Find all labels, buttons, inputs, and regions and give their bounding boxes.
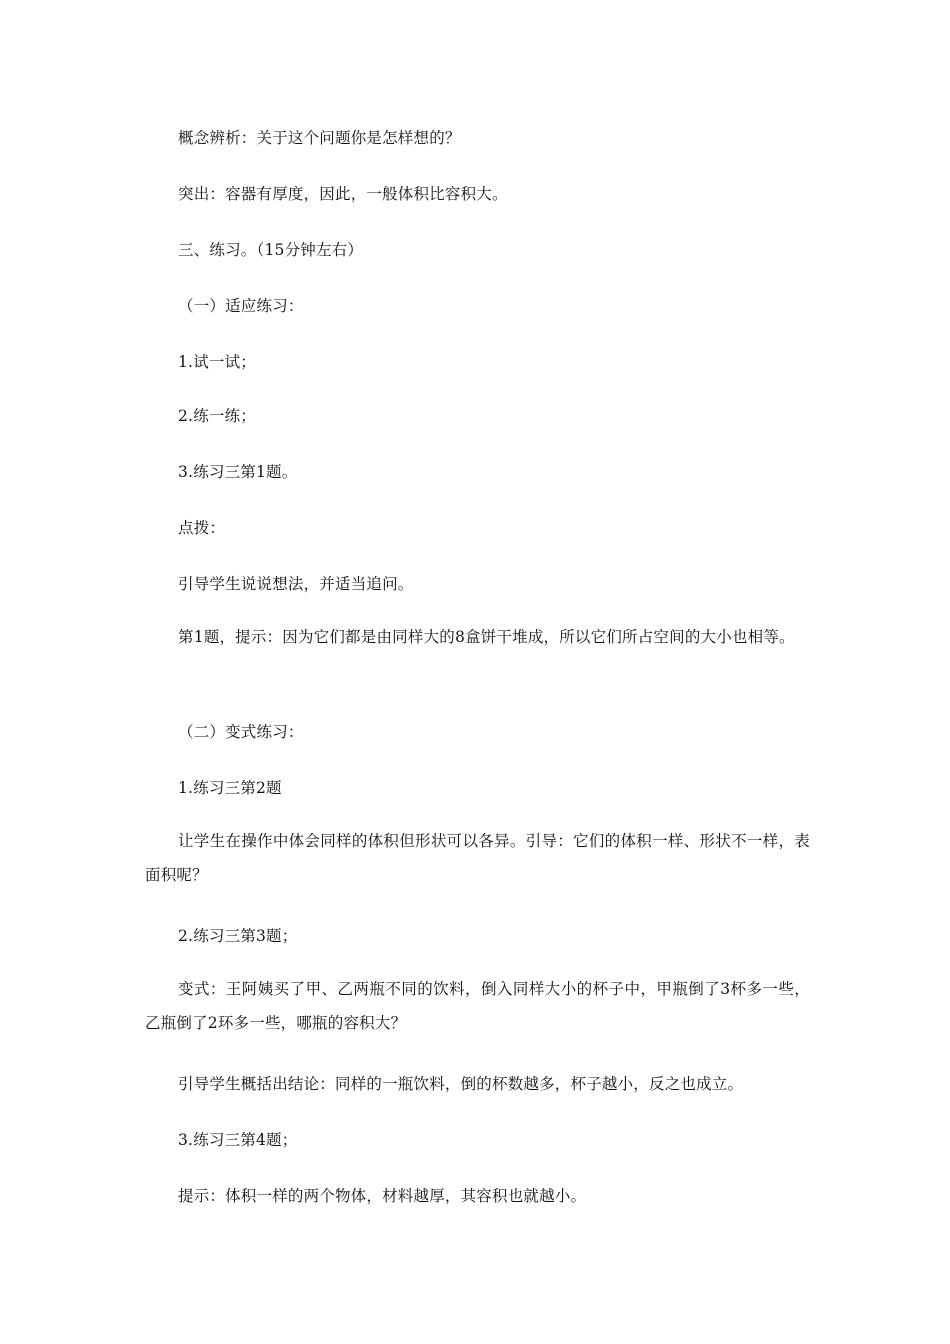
paragraph-exercise-2-guidance: 让学生在操作中体会同样的体积但形状可以各异。引导：它们的体积一样、形状不一样，表面积呢？ [145,832,810,884]
paragraph-guidance: 点拨： [178,519,226,537]
list-item-try: 1.试一试； [178,353,256,371]
list-item-exercise-2: 1.练习三第2题 [178,779,282,797]
list-item-practice: 2.练一练； [178,407,256,425]
section-heading-practice: 三、练习。（15分钟左右） [178,241,364,259]
paragraph-variant-problem: 变式：王阿姨买了甲、乙两瓶不同的饮料，倒入同样大小的杯子中，甲瓶倒了3杯多一些，乙瓶倒了2环多一些，哪瓶的容积大？ [145,980,810,1032]
paragraph-concept-analysis: 概念辨析：关于这个问题你是怎样想的？ [178,129,461,147]
paragraph-hint-exercise-1: 第1题，提示：因为它们都是由同样大的8盒饼干堆成，所以它们所占空间的大小也相等。 [178,628,795,646]
paragraph-conclusion: 引导学生概括出结论：同样的一瓶饮料，倒的杯数越多，杯子越小，反之也成立。 [178,1075,744,1093]
list-item-exercise-1: 3.练习三第1题。 [178,463,298,481]
list-item-exercise-3: 2.练习三第3题； [178,927,298,945]
paragraph-highlight: 突出：容器有厚度，因此，一般体积比容积大。 [178,185,508,203]
subsection-heading-adaptive-practice: （一）适应练习： [178,297,304,315]
list-item-exercise-4: 3.练习三第4题； [178,1131,298,1149]
paragraph-guide-students: 引导学生说说想法，并适当追问。 [178,575,414,593]
subsection-heading-variant-practice: （二）变式练习： [178,723,304,741]
paragraph-hint-exercise-4: 提示：体积一样的两个物体，材料越厚，其容积也就越小。 [178,1187,587,1205]
